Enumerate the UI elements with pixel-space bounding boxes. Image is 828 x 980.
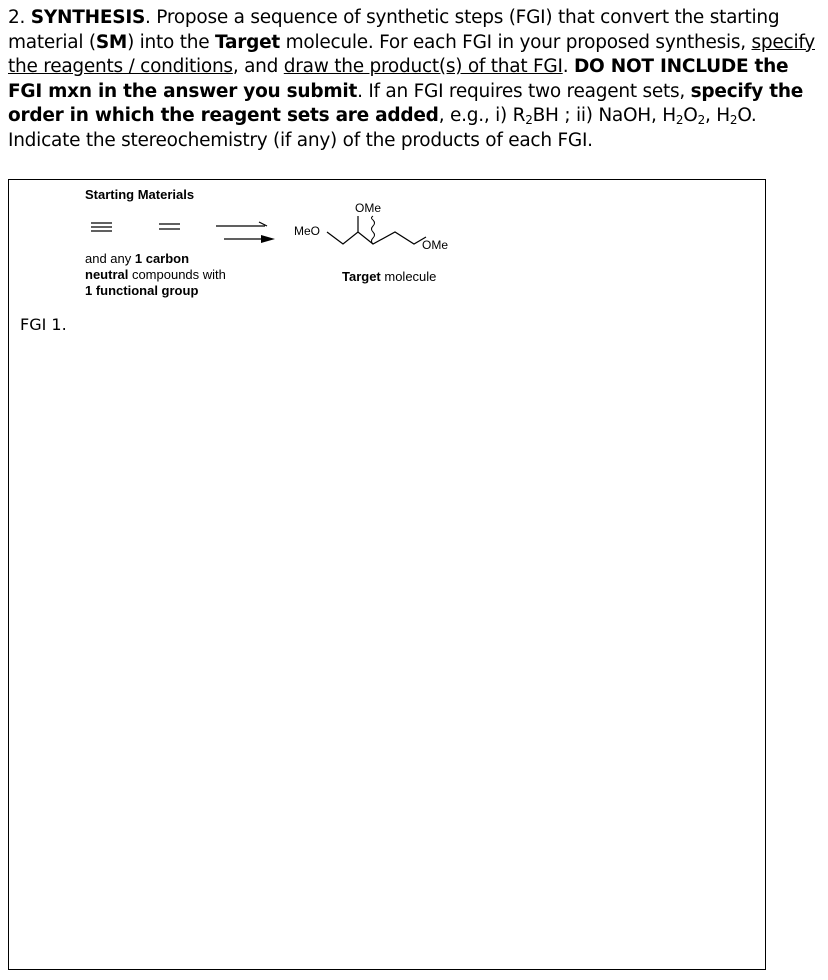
starting-materials-note: and any 1 carbon neutral compounds with 1 functional group	[85, 251, 226, 298]
fgi-step-label: FGI 1.	[20, 315, 67, 334]
meo-label: MeO	[294, 224, 321, 238]
retrosynthesis-arrow	[216, 222, 275, 243]
target-molecule-structure	[294, 201, 448, 252]
starting-materials-title: Starting Materials	[85, 187, 195, 202]
target-molecule-label: Target molecule	[342, 269, 437, 284]
ome-right-label: OMe	[422, 238, 449, 252]
question-text: 2. SYNTHESIS. Propose a sequence of synthetic steps (FGI) that convert the starting material (SM) into the Target molecule. For each FGI in your proposed synthesis, specify the reagents / conditions, and draw the product(s) of that FGI. DO NOT INCLUDE the FGI mxn in the answer you submit. If an FGI requires two reagent sets, specify the order in which the reagent sets are added, e.g., i) $R_2BH$ ; ii) NaOH, $H_2O_2$, $H_2O$. Indicate the stereochemistry (if any) of the products of each FGI.	[8, 7, 815, 151]
alkyne-structure	[91, 223, 112, 231]
answer-box[interactable]	[8, 179, 766, 970]
ome-top-label: OMe	[355, 201, 382, 215]
alkene-structure	[159, 224, 180, 229]
